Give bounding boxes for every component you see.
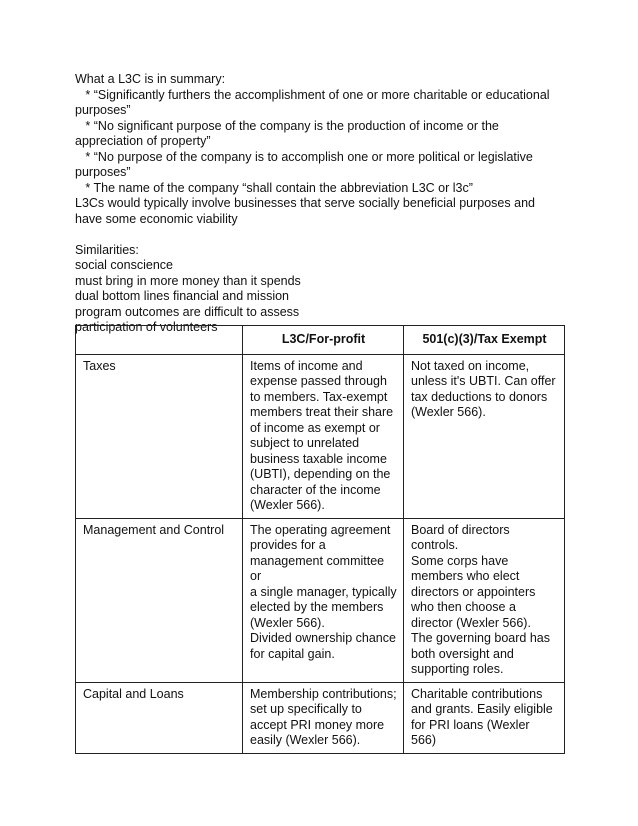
exempt-cell: [404, 682, 565, 753]
table-row: [76, 682, 565, 753]
summary-bullet-3-cont: purposes”: [75, 165, 131, 179]
table-row: [76, 518, 565, 682]
cell-text-line: both oversight and: [411, 646, 514, 661]
cell-text-line: for capital gain.: [250, 646, 335, 661]
row-label: Capital and Loans: [76, 682, 243, 753]
table-body: [76, 354, 565, 753]
similarity-item: participation of volunteers: [75, 320, 218, 334]
cell-text-line: elected by the members: [250, 600, 384, 614]
cell-text-line: Board of directors controls.: [411, 522, 510, 552]
cell-text-line: (UBTI), depending on the: [250, 467, 391, 481]
cell-text-line: subject to unrelated: [250, 436, 360, 450]
cell-text-line: expense passed through: [250, 374, 387, 388]
table-row: [76, 354, 565, 518]
row-label: Management and Control: [76, 518, 243, 682]
cell-text-line: The operating agreement: [250, 522, 391, 537]
cell-text-line: management committee or: [250, 553, 385, 583]
table-header-blank: [76, 326, 243, 355]
cell-text-line: (Wexler 566).: [411, 405, 486, 419]
cell-text-line: unless it's UBTI. Can offer: [411, 374, 556, 388]
cell-text-line: Charitable contributions: [411, 686, 543, 701]
comparison-table: [75, 325, 565, 754]
table-header-l3c: L3C/For-profit: [243, 326, 404, 355]
cell-text-line: Not taxed on income,: [411, 358, 530, 373]
cell-text-line: tax deductions to donors: [411, 389, 548, 404]
table-header-row: [76, 326, 565, 355]
l3c-cell: [243, 354, 404, 518]
similarities-heading: Similarities:: [75, 242, 139, 257]
cell-text-line: character of the income: [250, 482, 381, 497]
cell-text-line: set up specifically to: [250, 702, 362, 716]
cell-text-line: members treat their share: [250, 405, 394, 419]
similarity-item: program outcomes are difficult to assess: [75, 304, 300, 319]
l3c-cell: [243, 518, 404, 682]
summary-closing: L3Cs would typically involve businesses that serve socially beneficial purposes and: [75, 196, 535, 210]
summary-bullet-4: * The name of the company “shall contain the abbreviation L3C or l3c”: [75, 180, 473, 195]
similarity-item: social conscience: [75, 258, 173, 272]
exempt-cell: [404, 354, 565, 518]
cell-text-line: (Wexler 566).: [250, 615, 325, 630]
cell-text-line: accept PRI money more: [250, 717, 385, 732]
summary-bullet-1: * “Significantly furthers the accomplishment of one or more charitable or educational: [75, 87, 550, 102]
summary-heading: What a L3C is in summary:: [75, 72, 226, 86]
summary-bullet-2-cont: appreciation of property”: [75, 134, 211, 148]
cell-text-line: The governing board has: [411, 631, 550, 645]
cell-text-line: of income as exempt or: [250, 420, 380, 435]
cell-text-line: Divided ownership chance: [250, 631, 396, 645]
summary-bullet-1-cont: purposes”: [75, 103, 131, 117]
cell-text-line: and grants. Easily eligible: [411, 702, 553, 716]
cell-text-line: (Wexler 566).: [250, 498, 325, 512]
cell-text-line: provides for a: [250, 538, 326, 552]
summary-closing-cont: have some economic viability: [75, 211, 238, 226]
cell-text-line: who then choose a: [411, 600, 516, 614]
summary-bullet-3: * “No purpose of the company is to accomplish one or more political or legislative: [75, 149, 533, 164]
exempt-cell: [404, 518, 565, 682]
cell-text-line: directors or appointers: [411, 584, 536, 599]
paragraph-spacer: [75, 227, 565, 243]
row-label: Taxes: [76, 354, 243, 518]
cell-text-line: for PRI loans (Wexler 566): [411, 717, 530, 747]
cell-text-line: business taxable income: [250, 451, 387, 466]
document-body: [75, 72, 565, 336]
similarity-item: must bring in more money than it spends: [75, 273, 301, 288]
cell-text-line: a single manager, typically: [250, 584, 397, 599]
similarity-item: dual bottom lines financial and mission: [75, 289, 290, 303]
cell-text-line: director (Wexler 566).: [411, 615, 531, 630]
table-header-exempt: 501(c)(3)/Tax Exempt: [404, 326, 565, 355]
cell-text-line: supporting roles.: [411, 662, 504, 676]
cell-text-line: Membership contributions;: [250, 686, 397, 701]
l3c-cell: [243, 682, 404, 753]
cell-text-line: members who elect: [411, 569, 520, 583]
cell-text-line: to members. Tax-exempt: [250, 389, 388, 404]
summary-bullet-2: * “No significant purpose of the company is the production of income or the: [75, 118, 499, 133]
cell-text-line: Items of income and: [250, 358, 363, 373]
cell-text-line: Some corps have: [411, 553, 509, 568]
cell-text-line: easily (Wexler 566).: [250, 733, 361, 747]
